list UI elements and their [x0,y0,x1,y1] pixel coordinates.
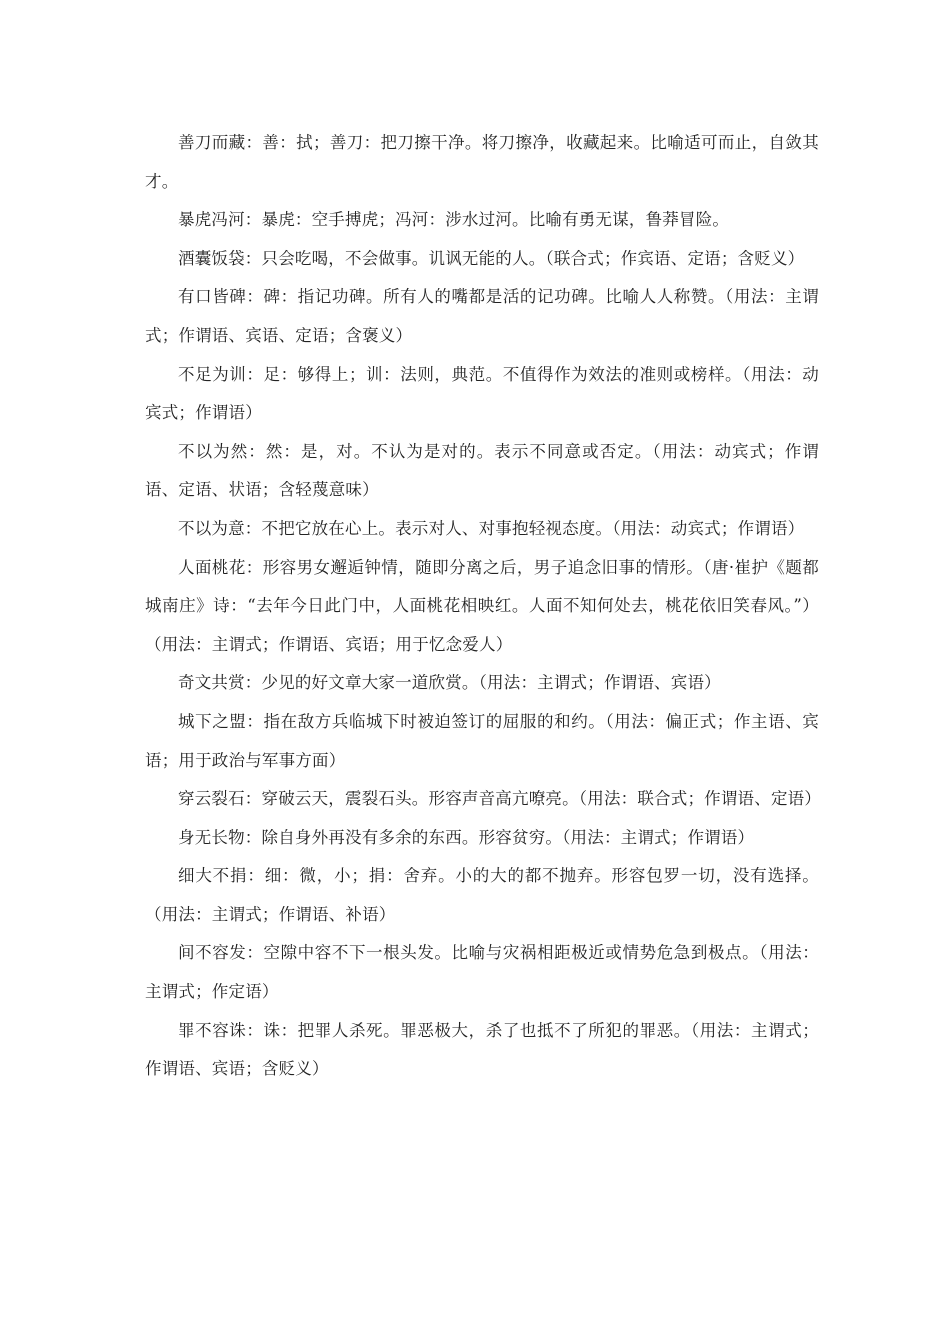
idiom-entry-bu-yi-wei-yi: 不以为意：不把它放在心上。表示对人、对事抱轻视态度。（用法：动宾式；作谓语） [178,518,805,538]
idiom-entry-bu-zu-wei-xun: 不足为训：足：够得上；训：法则，典范。不值得作为效法的准则或榜样。（用法：动宾式；作谓语） [145,364,819,423]
idiom-entry-shan-dao-er-cang: 善刀而藏：善：拭；善刀：把刀擦干净。将刀擦净，收藏起来。比喻适可而止，自敛其才。 [145,133,819,191]
idiom-entry-bu-yi-wei-ran: 不以为然：然：是，对。不认为是对的。表示不同意或否定。（用法：动宾式；作谓语、定语、状语；含轻蔑意味） [145,441,819,500]
idiom-list [145,124,822,1089]
idiom-entry-bao-hu-ping-he: 暴虎冯河：暴虎：空手搏虎；冯河：涉水过河。比喻有勇无谋，鲁莽冒险。 [178,210,730,230]
idiom-entry-zui-bu-rong-zhu: 罪不容诛：诛：把罪人杀死。罪恶极大，杀了也抵不了所犯的罪恶。（用法：主谓式；作谓语、宾语；含贬义） [145,1020,819,1079]
idiom-entry-xi-da-bu-juan: 细大不捐：细：微，小；捐：舍弃。小的大的都不抛弃。形容包罗一切，没有选择。（用法：主谓式；作谓语、补语） [145,866,819,924]
idiom-entry-ren-mian-tao-hua: 人面桃花：形容男女邂逅钟情，随即分离之后，男子追念旧事的情形。（唐·崔护《题都城南庄》诗：“去年今日此门中，人面桃花相映红。人面不知何处去，桃花依旧笑春风。”）（用法：主谓式；作谓语、宾语；用于忆念爱人） [145,557,819,654]
idiom-entry-jian-bu-rong-fa: 间不容发：空隙中容不下一根头发。比喻与灾祸相距极近或情势危急到极点。（用法：主谓式；作定语） [145,943,819,1002]
idiom-entry-cheng-xia-zhi-meng: 城下之盟：指在敌方兵临城下时被迫签订的屈服的和约。（用法：偏正式；作主语、宾语；用于政治与军事方面） [145,711,819,770]
idiom-entry-you-kou-jie-bei: 有口皆碑：碑：指记功碑。所有人的嘴都是活的记功碑。比喻人人称赞。（用法：主谓式；作谓语、宾语、定语；含褒义） [145,287,819,345]
idiom-entry-shen-wu-chang-wu: 身无长物：除自身外再没有多余的东西。形容贫穷。（用法：主谓式；作谓语） [178,827,755,847]
idiom-entry-chuan-yun-lie-shi: 穿云裂石：穿破云天，震裂石头。形容声音高亢嘹亮。（用法：联合式；作谓语、定语） [178,789,822,809]
idiom-entry-qi-wen-gong-shang: 奇文共赏：少见的好文章大家一道欣赏。（用法：主谓式；作谓语、宾语） [178,673,721,693]
idiom-entry-jiu-nang-fan-dai: 酒囊饭袋：只会吃喝，不会做事。讥讽无能的人。（联合式；作宾语、定语；含贬义） [178,248,805,268]
